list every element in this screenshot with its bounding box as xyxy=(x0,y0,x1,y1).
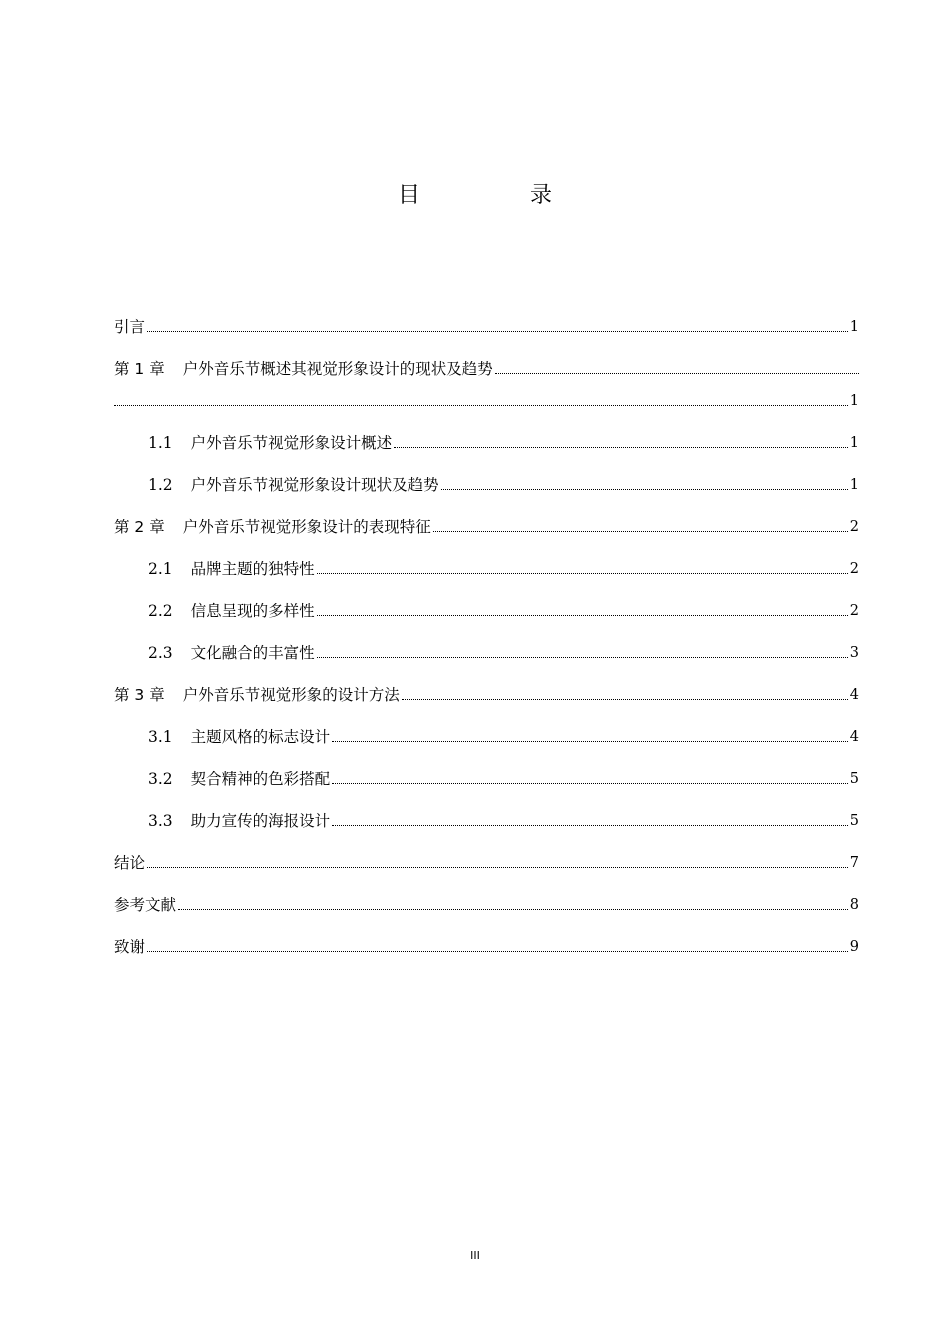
toc-entry-acknowledgements[interactable] xyxy=(114,915,859,957)
toc-entry-section-1-2[interactable] xyxy=(114,453,859,495)
section-title: 信息呈现的多样性 xyxy=(190,602,315,620)
toc-entry-chapter-2[interactable] xyxy=(114,495,859,537)
toc-entry-chapter-1-continued[interactable] xyxy=(114,379,859,411)
dot-leader xyxy=(147,867,848,868)
dot-leader xyxy=(147,951,848,952)
section-title: 品牌主题的独特性 xyxy=(190,560,315,578)
dot-leader xyxy=(178,909,848,910)
toc-entry-conclusion[interactable] xyxy=(114,831,859,873)
toc-entry-section-3-3[interactable] xyxy=(114,789,859,831)
section-number: 1.2 xyxy=(148,476,173,494)
toc-entry-label: 致谢 xyxy=(114,938,146,956)
dot-leader xyxy=(433,531,848,532)
toc-page-number: 1 xyxy=(849,393,859,409)
toc-page-number: 3 xyxy=(849,645,859,661)
toc-entry-section-2-3[interactable] xyxy=(114,621,859,663)
chapter-title: 户外音乐节视觉形象的设计方法 xyxy=(182,686,400,704)
toc-page-number: 5 xyxy=(849,813,859,829)
chapter-number: 第 3 章 xyxy=(114,686,165,704)
toc-page-number: 9 xyxy=(849,939,859,955)
toc-entry-section-2-2[interactable] xyxy=(114,579,859,621)
dot-leader xyxy=(114,405,848,406)
toc-page-number: 2 xyxy=(849,519,859,535)
dot-leader xyxy=(402,699,848,700)
chapter-number: 第 2 章 xyxy=(114,518,165,536)
section-number: 3.1 xyxy=(148,728,173,746)
toc-page-number: 4 xyxy=(849,687,859,703)
toc-entry-chapter-1[interactable] xyxy=(114,337,859,379)
toc-page-number: 1 xyxy=(849,319,859,335)
dot-leader xyxy=(147,331,848,332)
section-number: 1.1 xyxy=(148,434,173,452)
section-title: 文化融合的丰富性 xyxy=(190,644,315,662)
dot-leader xyxy=(332,741,848,742)
toc-entry-section-2-1[interactable] xyxy=(114,537,859,579)
toc-page-number: 7 xyxy=(849,855,859,871)
toc-page-number: 2 xyxy=(849,603,859,619)
toc-entry-chapter-3[interactable] xyxy=(114,663,859,705)
toc-entry-section-3-2[interactable] xyxy=(114,747,859,789)
section-number: 3.2 xyxy=(148,770,173,788)
toc-entry-references[interactable] xyxy=(114,873,859,915)
section-number: 2.1 xyxy=(148,560,173,578)
footer-page-number: III xyxy=(470,1249,480,1262)
section-title: 契合精神的色彩搭配 xyxy=(190,770,331,788)
toc-page-number: 4 xyxy=(849,729,859,745)
dot-leader xyxy=(332,783,848,784)
toc-entry-label: 参考文献 xyxy=(114,896,177,914)
dot-leader xyxy=(317,657,848,658)
toc-page-number: 8 xyxy=(849,897,859,913)
chapter-number: 第 1 章 xyxy=(114,360,165,378)
section-number: 2.2 xyxy=(148,602,173,620)
section-title: 户外音乐节视觉形象设计概述 xyxy=(190,434,393,452)
page-title: 目 录 xyxy=(397,183,596,208)
section-number: 2.3 xyxy=(148,644,173,662)
section-title: 助力宣传的海报设计 xyxy=(190,812,331,830)
chapter-title: 户外音乐节概述其视觉形象设计的现状及趋势 xyxy=(182,360,493,378)
toc-entry-label: 结论 xyxy=(114,854,146,872)
toc-page-number: 1 xyxy=(849,435,859,451)
table-of-contents xyxy=(114,295,859,957)
toc-entry-section-3-1[interactable] xyxy=(114,705,859,747)
dot-leader xyxy=(317,573,848,574)
toc-page-number: 2 xyxy=(849,561,859,577)
dot-leader xyxy=(394,447,848,448)
dot-leader xyxy=(441,489,848,490)
dot-leader xyxy=(495,373,859,374)
toc-page-number: 5 xyxy=(849,771,859,787)
section-title: 主题风格的标志设计 xyxy=(190,728,331,746)
toc-entry-section-1-1[interactable] xyxy=(114,411,859,453)
section-number: 3.3 xyxy=(148,812,173,830)
dot-leader xyxy=(332,825,848,826)
toc-entry-intro[interactable] xyxy=(114,295,859,337)
toc-entry-label: 引言 xyxy=(114,318,146,336)
chapter-title: 户外音乐节视觉形象设计的表现特征 xyxy=(182,518,431,536)
section-title: 户外音乐节视觉形象设计现状及趋势 xyxy=(190,476,439,494)
dot-leader xyxy=(317,615,848,616)
toc-page-number: 1 xyxy=(849,477,859,493)
